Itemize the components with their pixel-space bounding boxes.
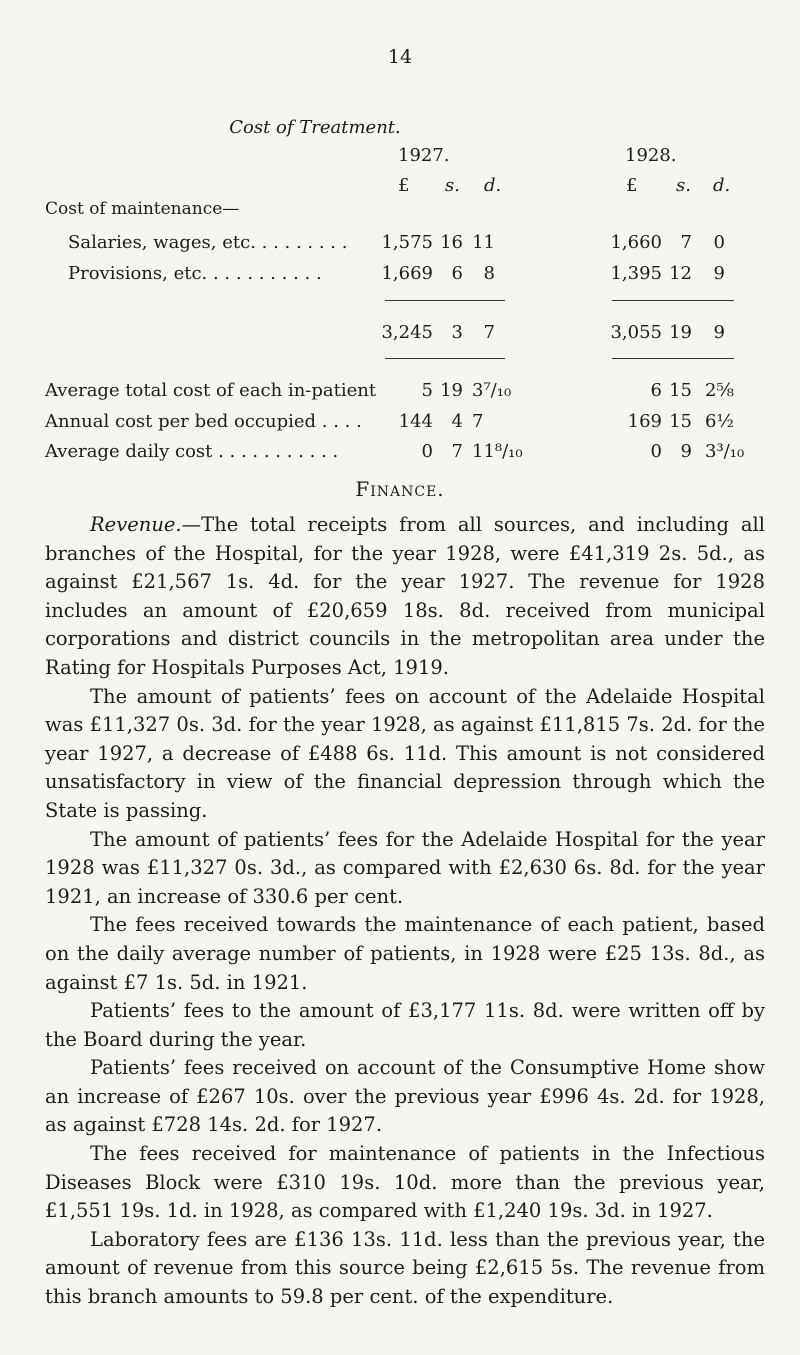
paragraph: The fees received for maintenance of patients in the Infectious Diseases Block were £310 19s. 10d. more than the previous year, £1,551 19s. 1d. in 1928, as compared with £1,240 19s. 3d. in 1927. xyxy=(45,1142,765,1223)
paragraph: Patients’ fees received on account of the Consumptive Home show an increase of £267 10s. over the previous year £996 4s. 2d. for 1928, as against £728 14s. 2d. for 1927. xyxy=(45,1056,765,1137)
year-1928-heading: 1928. xyxy=(625,145,677,166)
total-rule-top-1928 xyxy=(612,300,734,301)
cell-1928-pence: 9 xyxy=(713,263,725,284)
cell-1928-pounds: 1,395 xyxy=(610,263,662,284)
total-1928-shillings: 19 xyxy=(669,322,692,343)
avg-1927-pence: 11⁸/₁₀ xyxy=(472,441,523,462)
finance-text xyxy=(45,511,765,1312)
avg-1928-pounds: 169 xyxy=(627,411,662,432)
cell-1927-shillings: 6 xyxy=(451,263,463,284)
paragraph: The amount of patients’ fees on account of the Adelaide Hospital was £11,327 0s. 3d. for the year 1928, as against £11,815 7s. 2d. for the year 1927, a decrease of £488 6s. 11d. This amount is not considered unsatisfactory in view of the financial depression through which the State is passing. xyxy=(45,684,765,822)
total-1928-pence: 9 xyxy=(713,322,725,343)
avg-1928-shillings: 9 xyxy=(680,441,692,462)
avg-1928-pence: 2⅝ xyxy=(705,380,734,401)
cell-1927-pence: 8 xyxy=(483,263,495,284)
cost-of-treatment-title: Cost of Treatment. xyxy=(229,117,401,138)
paragraph: Laboratory fees are £136 13s. 11d. less than the previous year, the amount of revenue from this source being £2,615 5s. The revenue from this branch amounts to 59.8 per cent. of the expenditure. xyxy=(45,1227,765,1309)
average-row-label: Annual cost per bed occupied . . . . xyxy=(45,411,362,432)
table-row-label: Provisions, etc. . . . . . . . . . . xyxy=(68,263,322,284)
finance-heading: Finance. xyxy=(355,477,445,501)
paragraph-text: —The total receipts from all sources, and including all branches of the Hospital, for the year 1928, were £41,319 2s. 5d., as against £21,567 1s. 4d. for the year 1927. The revenue for 1928 includes an amount of £20,659 18s. 8d. received from municipal corporations and district councils in the metropolitan area under the Rating for Hospitals Purposes Act, 1919. xyxy=(45,513,765,679)
total-1927-pence: 7 xyxy=(483,322,495,343)
cell-1928-pounds: 1,660 xyxy=(610,232,662,253)
unit-shillings-1927: s. xyxy=(445,175,460,196)
paragraph: Patients’ fees to the amount of £3,177 11s. 8d. were written off by the Board during the year. xyxy=(45,999,765,1051)
total-rule-top-1927 xyxy=(385,300,505,301)
avg-1928-pounds: 0 xyxy=(650,441,662,462)
revenue-lead: Revenue. xyxy=(90,513,182,536)
avg-1927-shillings: 7 xyxy=(451,441,463,462)
paragraph-revenue xyxy=(45,511,765,683)
total-1927-pounds: 3,245 xyxy=(381,322,433,343)
unit-pounds-1927: £ xyxy=(398,175,410,196)
total-1928-pounds: 3,055 xyxy=(610,322,662,343)
avg-1928-pounds: 6 xyxy=(650,380,662,401)
cell-1927-pounds: 1,669 xyxy=(381,263,433,284)
unit-pounds-1928: £ xyxy=(626,175,638,196)
avg-1927-pounds: 144 xyxy=(398,411,433,432)
average-row-label: Average daily cost . . . . . . . . . . . xyxy=(45,441,339,462)
avg-1927-pounds: 0 xyxy=(421,441,433,462)
avg-1928-shillings: 15 xyxy=(669,380,692,401)
cell-1927-pence: 11 xyxy=(472,232,495,253)
table-row-label: Salaries, wages, etc. . . . . . . . . xyxy=(68,232,348,253)
cell-1928-shillings: 12 xyxy=(669,263,692,284)
total-rule-bottom-1927 xyxy=(385,358,505,359)
cell-1927-shillings: 16 xyxy=(440,232,463,253)
unit-pence-1928: d. xyxy=(713,175,731,196)
unit-shillings-1928: s. xyxy=(676,175,691,196)
paragraph: The amount of patients’ fees for the Adelaide Hospital for the year 1928 was £11,327 0s. 3d., as compared with £2,630 6s. 8d. for the year 1921, an increase of 330.6 per cent. xyxy=(45,827,765,908)
cell-1927-pounds: 1,575 xyxy=(381,232,433,253)
avg-1928-shillings: 15 xyxy=(669,411,692,432)
total-1927-shillings: 3 xyxy=(451,322,463,343)
avg-1928-pence: 3³/₁₀ xyxy=(705,441,745,462)
page-number: 14 xyxy=(387,46,413,68)
average-row-label: Average total cost of each in-patient xyxy=(45,380,377,401)
maintenance-section-label: Cost of maintenance— xyxy=(45,199,240,219)
total-rule-bottom-1928 xyxy=(612,358,734,359)
paragraph: The fees received towards the maintenance of each patient, based on the daily average number of patients, in 1928 were £25 13s. 8d., as against £7 1s. 5d. in 1921. xyxy=(45,913,765,994)
avg-1927-shillings: 4 xyxy=(451,411,463,432)
avg-1927-pence: 7 xyxy=(472,411,484,432)
avg-1927-pence: 3⁷/₁₀ xyxy=(472,380,512,401)
cell-1928-shillings: 7 xyxy=(680,232,692,253)
avg-1927-pounds: 5 xyxy=(421,380,433,401)
avg-1927-shillings: 19 xyxy=(440,380,463,401)
unit-pence-1927: d. xyxy=(484,175,502,196)
cell-1928-pence: 0 xyxy=(713,232,725,253)
avg-1928-pence: 6½ xyxy=(705,411,734,432)
year-1927-heading: 1927. xyxy=(398,145,450,166)
